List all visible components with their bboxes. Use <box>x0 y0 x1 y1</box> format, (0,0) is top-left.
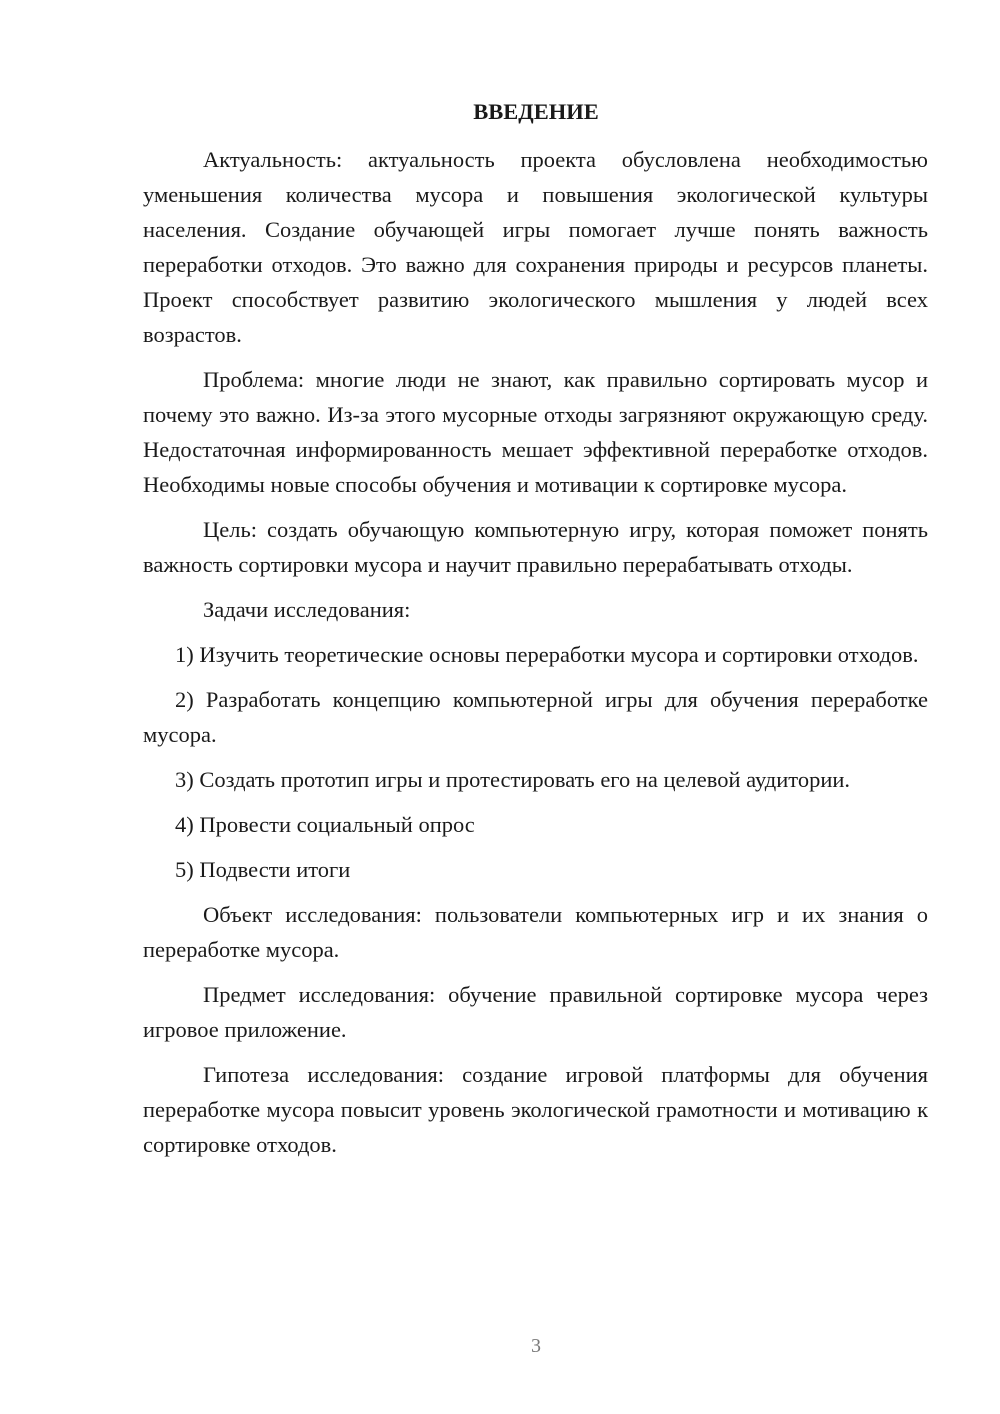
paragraph-goal: Цель: создать обучающую компьютерную игру, которая поможет понять важность сортировки мусора и научит правильно перерабатывать отходы. <box>143 517 928 577</box>
paragraph-subject: Предмет исследования: обучение правильной сортировке мусора через игровое приложение. <box>143 982 928 1042</box>
paragraph-object: Объект исследования: пользователи компьютерных игр и их знания о переработке мусора. <box>143 902 928 962</box>
document-body <box>143 142 928 1172</box>
paragraph-problem: Проблема: многие люди не знают, как правильно сортировать мусор и почему это важно. Из-за этого мусорные отходы загрязняют окружающую среду. Недостаточная информированность мешает эффективной переработке отходов. Необходимы новые способы обучения и мотивации к сортировке мусора. <box>143 367 928 497</box>
paragraph-relevance: Актуальность: актуальность проекта обусловлена необходимостью уменьшения количества мусора и повышения экологической культуры населения. Создание обучающей игры помогает лучше понять важность переработки отходов. Это важно для сохранения природы и ресурсов планеты. Проект способствует развитию экологического мышления у людей всех возрастов. <box>143 147 928 347</box>
task-item-4: 4) Провести социальный опрос <box>175 812 475 837</box>
task-item-5: 5) Подвести итоги <box>175 857 351 882</box>
tasks-heading: Задачи исследования: <box>203 597 411 622</box>
task-item-1: 1) Изучить теоретические основы переработки мусора и сортировки отходов. <box>175 642 919 667</box>
task-item-2: 2) Разработать концепцию компьютерной игры для обучения переработке мусора. <box>143 687 928 747</box>
paragraph-hypothesis: Гипотеза исследования: создание игровой платформы для обучения переработке мусора повысит уровень экологической грамотности и мотивацию к сортировке отходов. <box>143 1062 928 1157</box>
task-item-3: 3) Создать прототип игры и протестировать его на целевой аудитории. <box>175 767 851 792</box>
page-number: 3 <box>531 1335 541 1357</box>
page-title: ВВЕДЕНИЕ <box>473 99 599 124</box>
